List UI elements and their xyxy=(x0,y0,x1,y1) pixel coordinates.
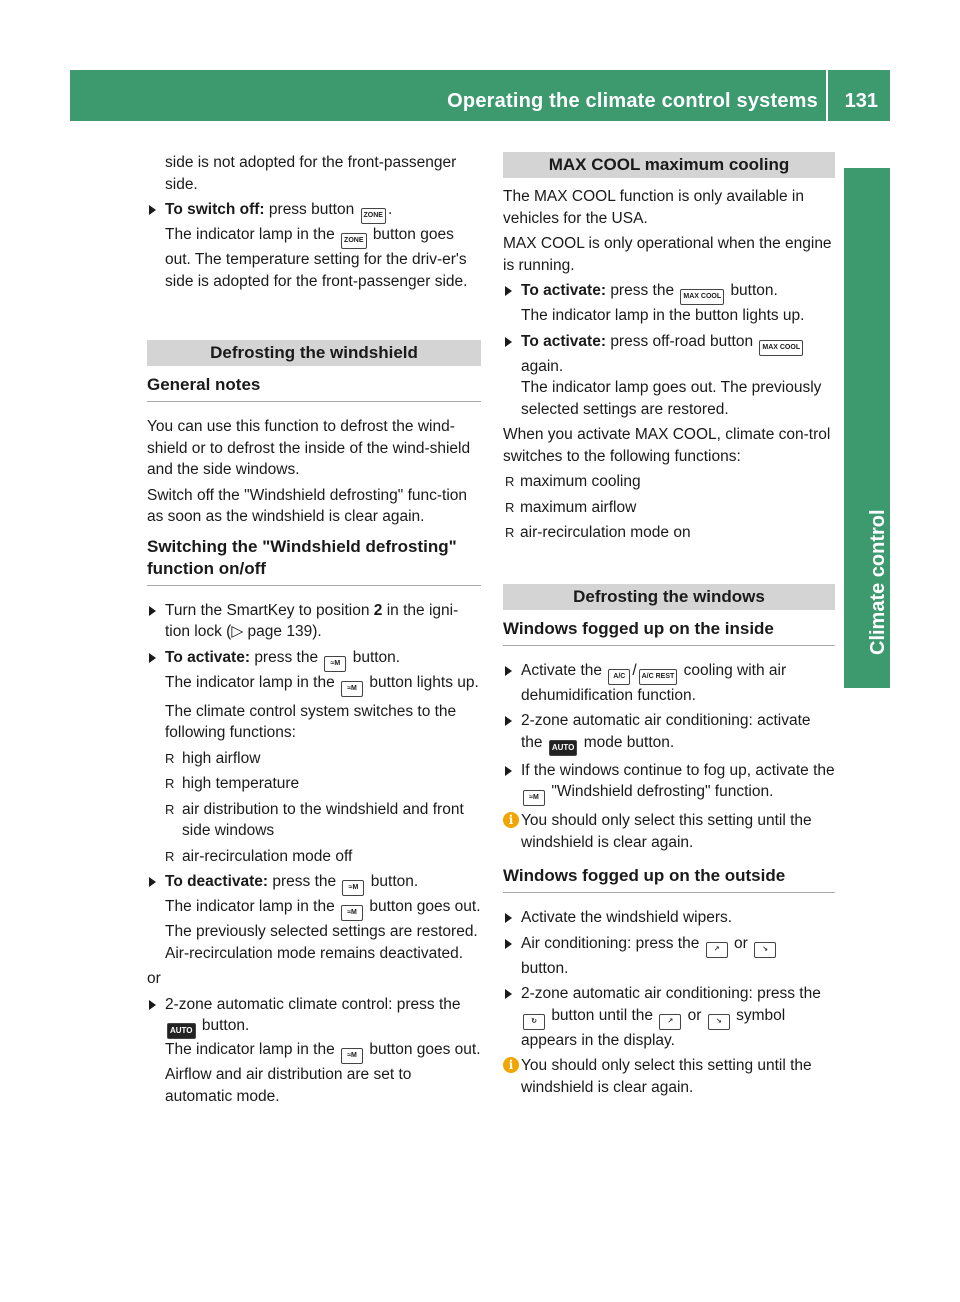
step-text: or xyxy=(687,1006,702,1024)
step-text: press off-road button xyxy=(610,332,754,350)
paragraph: Switch off the "Windshield defrosting" func-tion as soon as the windshield is clear again. xyxy=(147,486,468,525)
header-title: Operating the climate control systems xyxy=(447,90,818,112)
step-label: To switch off: xyxy=(165,201,265,218)
step-label: To deactivate: xyxy=(165,873,269,890)
step-text: If the windows continue to fog up, activate the xyxy=(521,761,835,779)
page-number: 131 xyxy=(844,90,878,112)
step-maxcool-activate xyxy=(503,280,835,327)
paragraph: When you activate MAX COOL, climate con-trol switches to the following functions: xyxy=(503,426,831,465)
step-text: 2-zone automatic climate control: press the xyxy=(165,995,461,1013)
step-text: button. xyxy=(370,873,419,890)
subheading: Windows fogged up on the outside xyxy=(503,857,835,893)
step-desc: The indicator lamp in the xyxy=(165,226,335,243)
step-desc: button lights up. xyxy=(369,673,479,691)
step-text: Turn the SmartKey to position xyxy=(165,601,370,619)
step-text: 2-zone automatic air conditioning: press the xyxy=(521,985,821,1002)
punct: . xyxy=(387,201,393,218)
recirculation-auto-icon: ↻ xyxy=(523,1014,545,1030)
defrost-icon: ≈M xyxy=(342,880,364,896)
fresh-air-icon: ↘ xyxy=(708,1014,730,1030)
step-zone-off xyxy=(147,199,481,292)
defrost-icon: ≈M xyxy=(324,656,346,672)
paragraph: You can use this function to defrost the wind-shield or to defrost the inside of the wind-shield and the side windows. xyxy=(147,418,471,478)
step-auto-mode xyxy=(503,710,835,756)
step-desc: The indicator lamp in the xyxy=(165,898,335,915)
defrost-icon: ≈M xyxy=(523,790,545,806)
paragraph: The MAX COOL function is only available in vehicles for the USA. xyxy=(503,188,804,227)
auto-button-icon: AUTO xyxy=(167,1023,196,1039)
list-item: Activate the windshield wipers. xyxy=(503,907,835,929)
ac-rest-icon: A/C REST xyxy=(639,669,678,685)
recirculation-icon: ↗ xyxy=(659,1014,681,1030)
step-recirc-auto xyxy=(503,983,835,1051)
side-tab xyxy=(844,168,890,688)
step-text: symbol appears in the display. xyxy=(521,1006,786,1049)
step-smartkey xyxy=(147,600,481,643)
step-desc: The indicator lamp in the xyxy=(165,1041,335,1058)
step-label: To activate: xyxy=(165,648,250,666)
step-text: in the igni-tion lock (▷ page 139). xyxy=(165,601,459,640)
info-note xyxy=(503,1055,835,1098)
step-text: button. xyxy=(201,1017,250,1034)
subheading: Windows fogged up on the inside xyxy=(503,610,835,646)
info-text: You should only select this setting until the windshield is clear again. xyxy=(521,1057,812,1096)
step-text: button. xyxy=(730,282,778,299)
or-text: or xyxy=(147,970,161,987)
slash: / xyxy=(632,661,637,679)
step-text: Air conditioning: press the xyxy=(521,934,700,952)
step-text: "Windshield defrosting" function. xyxy=(551,783,774,800)
header-divider xyxy=(826,70,828,121)
step-desc: button goes out. Airflow and air distribution are set to automatic mode. xyxy=(165,1041,481,1105)
subheading: Switching the "Windshield defrosting" function on/off xyxy=(147,532,481,586)
list-item: R high temperature xyxy=(147,773,481,795)
step-desc: The indicator lamp goes out. The previously selected settings are restored. xyxy=(521,379,822,418)
section-title: Defrosting the windshield xyxy=(147,340,481,366)
step-text: 2-zone automatic air conditioning: activate the xyxy=(521,712,811,751)
step-desc: The climate control system switches to the following functions: xyxy=(165,702,457,741)
right-column xyxy=(503,152,835,1102)
list-item: R air-recirculation mode on xyxy=(503,522,835,544)
step-deactivate xyxy=(147,871,481,964)
zone-button-icon: ZONE xyxy=(341,233,366,249)
position-number: 2 xyxy=(373,601,383,619)
step-desc: The indicator lamp in the button lights up. xyxy=(521,307,805,324)
auto-button-icon: AUTO xyxy=(549,740,578,756)
maxcool-icon: MAX COOL xyxy=(680,289,724,305)
step-text: press the xyxy=(610,282,675,299)
list-item: R air-recirculation mode off xyxy=(147,846,481,868)
list-item: R maximum airflow xyxy=(503,497,835,519)
info-icon: i xyxy=(503,812,519,828)
step-ac xyxy=(503,660,835,707)
subheading: General notes xyxy=(147,366,481,402)
ac-icon: A/C xyxy=(608,669,630,685)
defrost-icon: ≈M xyxy=(341,1048,363,1064)
defrost-icon: ≈M xyxy=(341,681,363,697)
step-text: press the xyxy=(254,648,319,666)
step-text: press the xyxy=(272,873,337,890)
step-auto xyxy=(147,994,481,1108)
maxcool-icon: MAX COOL xyxy=(759,340,803,356)
step-activate xyxy=(147,647,481,744)
section-title: MAX COOL maximum cooling xyxy=(503,152,835,178)
header-bar xyxy=(70,70,890,121)
zone-button-icon: ZONE xyxy=(361,208,386,224)
list-item: R maximum cooling xyxy=(503,471,835,493)
paragraph: side is not adopted for the front-passenger side. xyxy=(165,154,457,193)
step-text: button. xyxy=(521,959,569,977)
step-desc: button goes out. The previously selected settings are restored. Air-recirculation mode remains deactivated. xyxy=(165,898,481,962)
step-text: button. xyxy=(352,648,401,666)
step-text: mode button. xyxy=(583,733,675,751)
fresh-air-icon: ↘ xyxy=(754,942,776,958)
list-item: R air distribution to the windshield and front side windows xyxy=(147,799,481,842)
step-desc: The indicator lamp in the xyxy=(165,673,335,691)
step-text: button until the xyxy=(551,1006,654,1024)
step-label: To activate: xyxy=(521,282,606,299)
step-text: or xyxy=(733,934,748,952)
list-item: R high airflow xyxy=(147,748,481,770)
step-text: Activate the xyxy=(521,661,602,679)
side-tab-label: Climate control xyxy=(867,509,889,655)
step-maxcool-deactivate xyxy=(503,331,835,421)
step-text: press button xyxy=(268,201,355,218)
section-title: Defrosting the windows xyxy=(503,584,835,610)
info-text: You should only select this setting until the windshield is clear again. xyxy=(521,812,812,851)
step-text: cooling with air dehumidification function. xyxy=(521,661,787,704)
step-label: To activate: xyxy=(521,332,606,350)
left-column xyxy=(147,152,481,1111)
defrost-icon: ≈M xyxy=(341,905,363,921)
step-text: again. xyxy=(521,357,564,375)
step-desc: button goes out. The temperature setting for the driv-er's side is adopted for the front-passenger side. xyxy=(165,226,468,290)
info-icon: i xyxy=(503,1057,519,1073)
step-defrost xyxy=(503,760,835,807)
step-air-conditioning xyxy=(503,933,835,980)
recirculation-icon: ↗ xyxy=(706,942,728,958)
info-note xyxy=(503,810,835,853)
paragraph: MAX COOL is only operational when the engine is running. xyxy=(503,235,832,274)
